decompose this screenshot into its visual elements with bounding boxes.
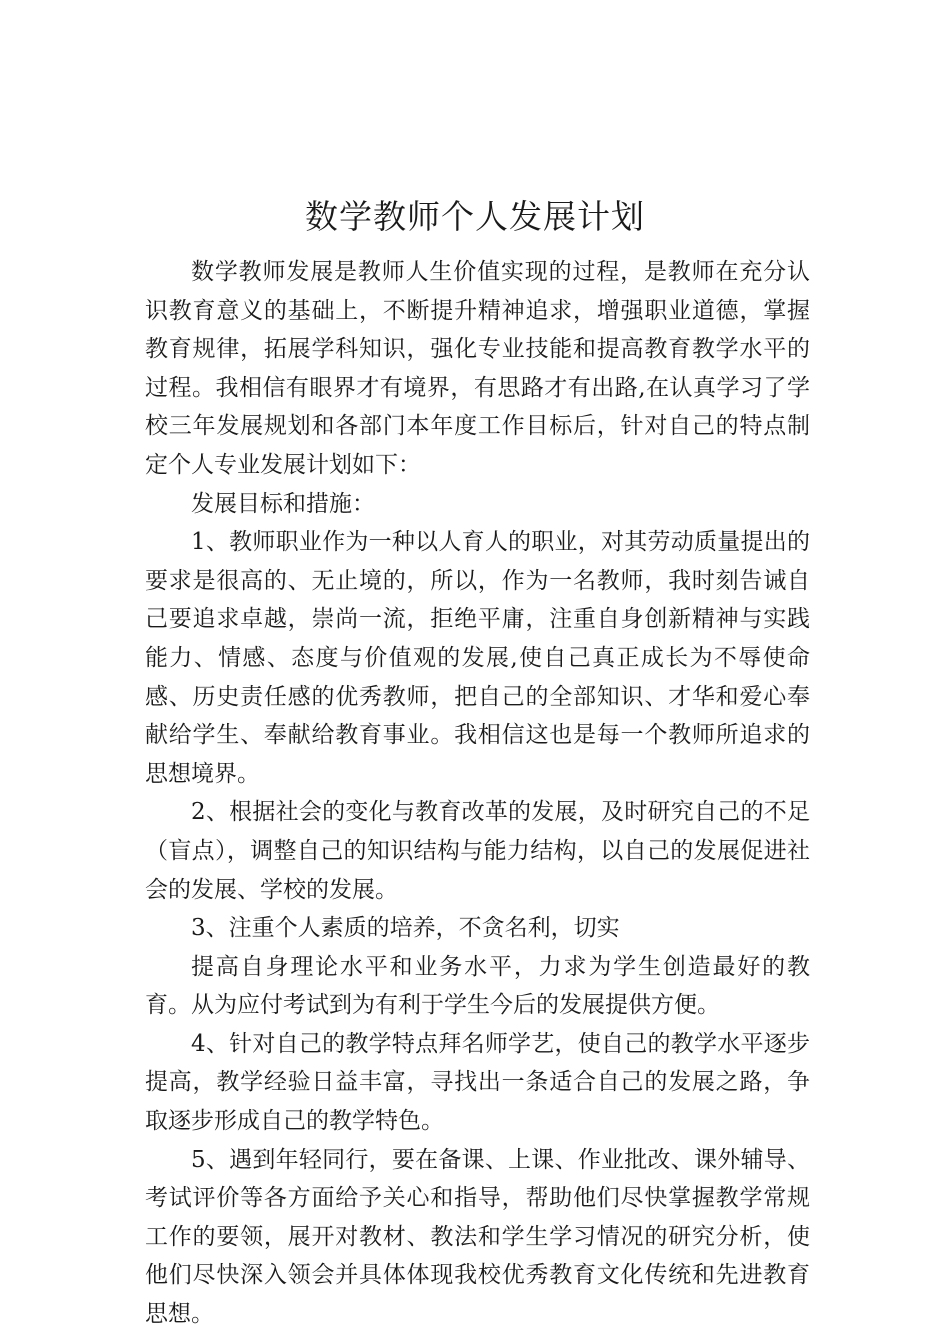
paragraph-item-2: 2、根据社会的变化与教育改革的发展，及时研究自己的不足（盲点），调整自己的知识结构与能力结构，以自己的发展促进社会的发展、学校的发展。 <box>145 799 810 903</box>
paragraph-goals-heading: 发展目标和措施： <box>191 490 375 517</box>
paragraph-item-5: 5、遇到年轻同行，要在备课、上课、作业批改、课外辅导、考试评价等各方面给予关心和指导，帮助他们尽快掌握教学常规工作的要领，展开对教材、教法和学生学习情况的研究分析，使他们尽快深入领会并具体体现我校优秀教育文化传统和先进教育思想。 <box>145 1146 810 1328</box>
paragraph-item-1: 1、教师职业作为一种以人育人的职业，对其劳动质量提出的要求是很高的、无止境的，所以，作为一名教师，我时刻告诫自己要追求卓越，崇尚一流，拒绝平庸，注重自身创新精神与实践能力、情感、态度与价值观的发展,使自己真正成长为不辱使命感、历史责任感的优秀教师，把自己的全部知识、才华和爱心奉献给学生、奉献给教育事业。我相信这也是每一个教师所追求的思想境界。 <box>145 529 810 787</box>
paragraph-item-3-continued: 提高自身理论水平和业务水平，力求为学生创造最好的教育。从为应付考试到为有利于学生今后的发展提供方便。 <box>145 953 810 1019</box>
document-body <box>145 253 810 1334</box>
paragraph-intro: 数学教师发展是教师人生价值实现的过程，是教师在充分认识教育意义的基础上，不断提升精神追求，增强职业道德，掌握教育规律，拓展学科知识，强化专业技能和提高教育教学水平的过程。我相信有眼界才有境界，有思路才有出路,在认真学习了学校三年发展规划和各部门本年度工作目标后，针对自己的特点制定个人专业发展计划如下： <box>145 259 810 478</box>
paragraph-item-3: 3、注重个人素质的培养，不贪名利，切实 <box>191 915 620 942</box>
paragraph-item-4: 4、针对自己的教学特点拜名师学艺，使自己的教学水平逐步提高，教学经验日益丰富，寻找出一条适合自己的发展之路，争取逐步形成自己的教学特色。 <box>145 1030 810 1135</box>
document-title: 数学教师个人发展计划 <box>305 197 645 236</box>
